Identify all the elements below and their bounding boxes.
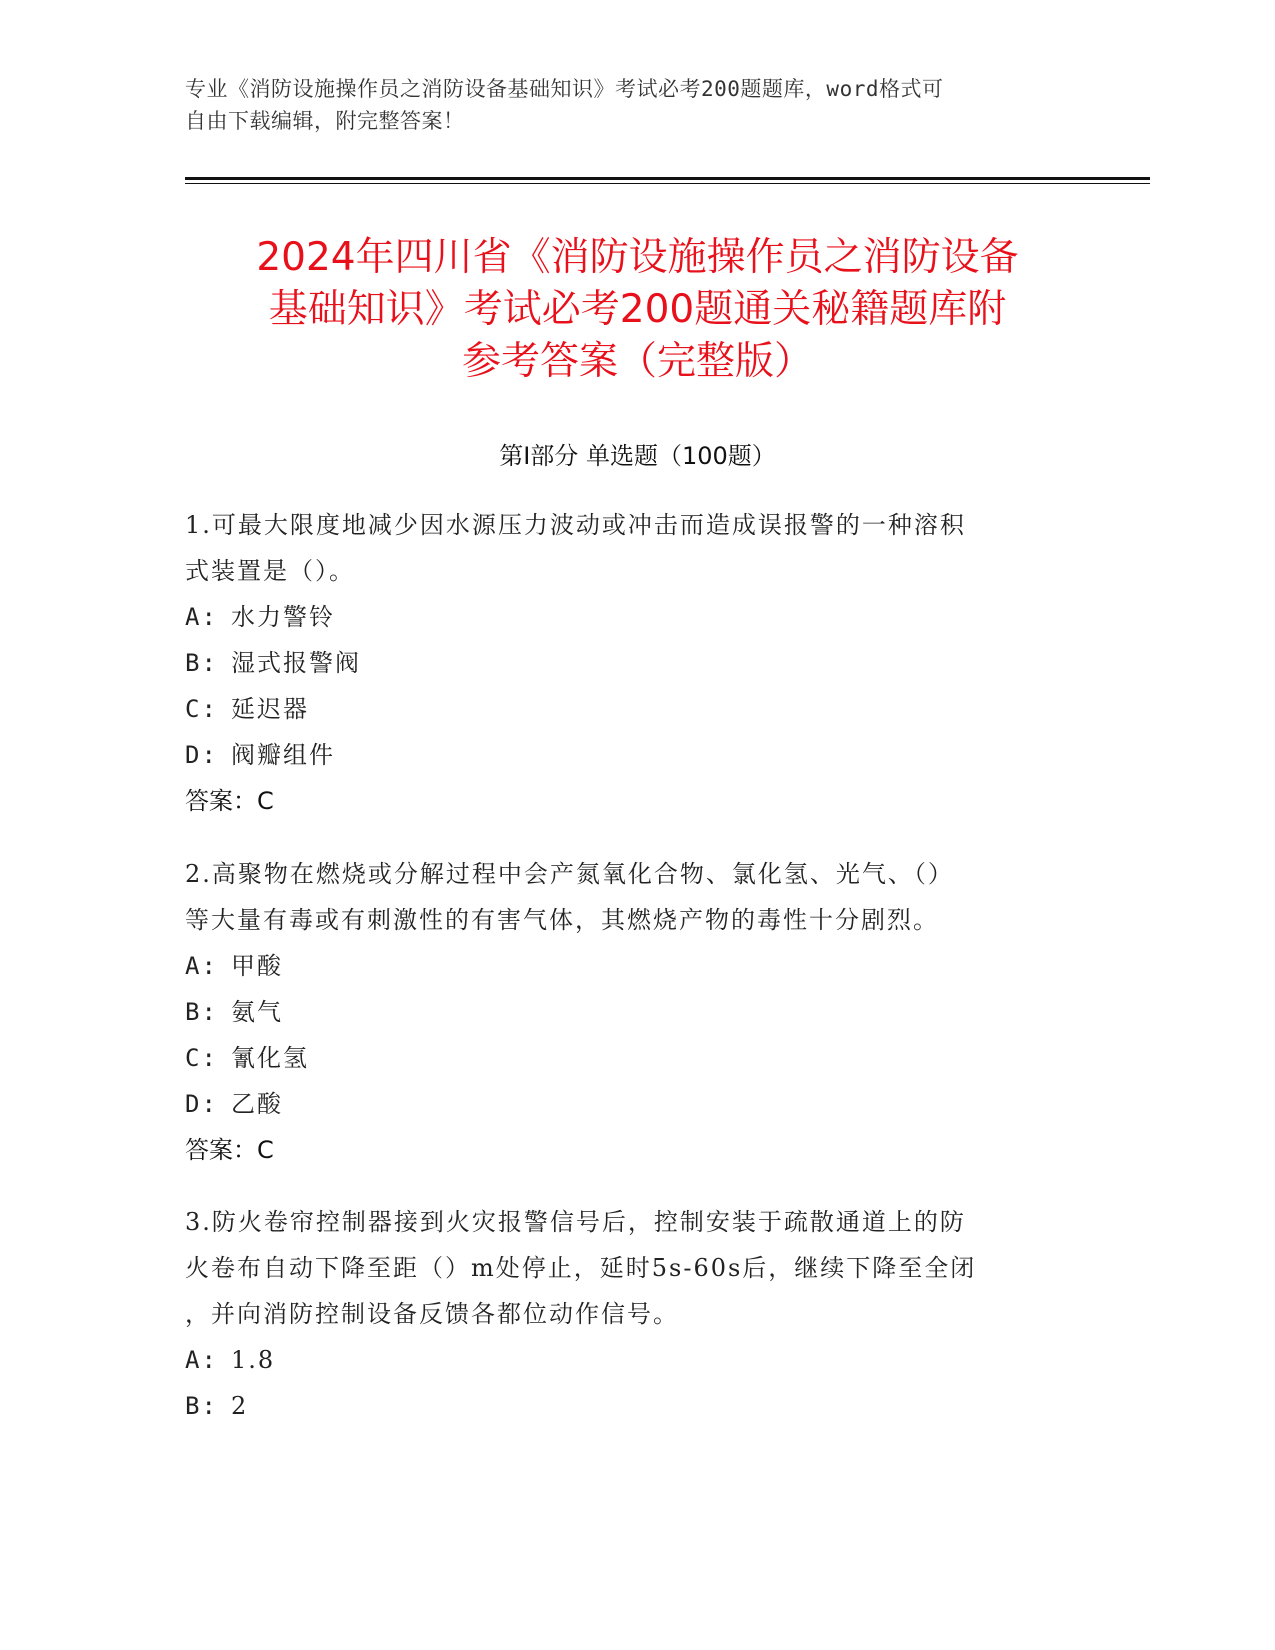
section-heading: 第Ⅰ部分 单选题（100题） — [499, 442, 776, 470]
answer-line: 答案：C — [185, 1136, 274, 1164]
option-d — [185, 1081, 1065, 1127]
option-b — [185, 1383, 1065, 1429]
question-stem — [185, 1199, 1065, 1337]
option-text: 2 — [231, 1392, 249, 1420]
option-key: B: — [185, 649, 218, 677]
title-line: 基础知识》考试必考200题通关秘籍题库附 — [268, 287, 1007, 332]
option-text: 1.8 — [231, 1346, 276, 1374]
header-note — [185, 73, 1065, 137]
option-a — [185, 594, 1065, 640]
option-key: D: — [185, 1090, 218, 1118]
question-1 — [185, 502, 1065, 824]
answer-line: 答案：C — [185, 787, 274, 815]
option-key: D: — [185, 741, 218, 769]
option-text: 乙酸 — [231, 1090, 283, 1118]
option-text: 氨气 — [231, 998, 283, 1026]
option-key: C: — [185, 1044, 218, 1072]
question-stem — [185, 502, 1065, 594]
option-key: B: — [185, 1392, 218, 1420]
stem-line: 2.高聚物在燃烧或分解过程中会产氮氧化合物、氯化氢、光气、（） — [185, 860, 954, 888]
option-key: A: — [185, 603, 218, 631]
title-line: 参考答案（完整版） — [461, 339, 813, 384]
option-key: B: — [185, 998, 218, 1026]
option-text: 延迟器 — [231, 695, 309, 723]
header-note-line: 自由下载编辑，附完整答案！ — [185, 109, 465, 133]
question-2 — [185, 851, 1065, 1173]
option-text: 阀瓣组件 — [231, 741, 335, 769]
option-a — [185, 943, 1065, 989]
option-key: A: — [185, 952, 218, 980]
option-d — [185, 732, 1065, 778]
stem-line: 式装置是（）。 — [185, 557, 355, 585]
header-divider-thin — [185, 183, 1150, 184]
question-stem — [185, 851, 1065, 943]
question-3 — [185, 1199, 1065, 1429]
stem-line: 3.防火卷帘控制器接到火灾报警信号后，控制安装于疏散通道上的防 — [185, 1208, 966, 1236]
stem-line: ，并向消防控制设备反馈各都位动作信号。 — [185, 1300, 679, 1328]
option-b — [185, 989, 1065, 1035]
option-text: 湿式报警阀 — [231, 649, 361, 677]
option-c — [185, 1035, 1065, 1081]
option-text: 氰化氢 — [231, 1044, 309, 1072]
option-text: 甲酸 — [231, 952, 283, 980]
option-text: 水力警铃 — [231, 603, 335, 631]
header-divider-thick — [185, 177, 1150, 180]
option-b — [185, 640, 1065, 686]
option-key: A: — [185, 1346, 218, 1374]
title-line: 2024年四川省《消防设施操作员之消防设备 — [256, 235, 1019, 280]
stem-line: 1.可最大限度地减少因水源压力波动或冲击而造成误报警的一种溶积 — [185, 511, 966, 539]
option-c — [185, 686, 1065, 732]
header-note-line: 专业《消防设施操作员之消防设备基础知识》考试必考200题题库，word格式可 — [185, 77, 944, 101]
stem-line: 火卷布自动下降至距（）m处停止，延时5s-60s后，继续下降至全闭 — [185, 1254, 977, 1282]
stem-line: 等大量有毒或有刺激性的有害气体，其燃烧产物的毒性十分剧烈。 — [185, 906, 939, 934]
option-key: C: — [185, 695, 218, 723]
document-title — [170, 232, 1105, 388]
option-a — [185, 1337, 1065, 1383]
